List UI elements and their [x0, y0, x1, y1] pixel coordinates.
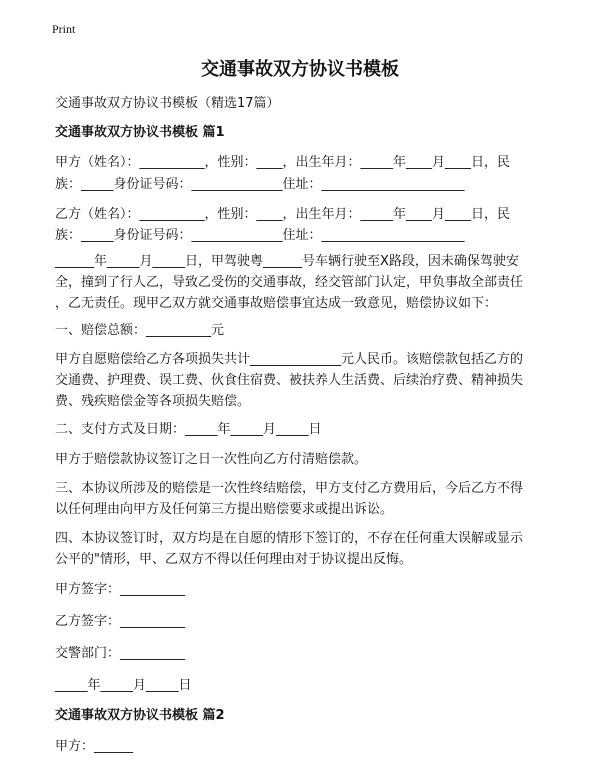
page-title: 交通事故双方协议书模板	[201, 59, 399, 80]
compensation-line-1: 甲方自愿赔偿给乙方各项损失共计______________元人民币。该赔偿款包括乙方的	[55, 352, 524, 367]
signature-party-a: 甲方签字：__________	[55, 582, 186, 597]
accident-line-1: ______年_____月_____日，甲驾驶粤______号车辆行驶至X路段，因未确保驾驶安	[55, 254, 519, 269]
compensation-line-3: 费、残疾赔偿金等各项损失赔偿。	[55, 394, 251, 409]
signature-date: _____年_____月_____日	[55, 678, 192, 693]
section-heading-1: 交通事故双方协议书模板 篇1	[55, 125, 225, 140]
item-4-line-2: 公平的"情形，甲、乙双方不得以任何理由对于协议提出反悔。	[55, 552, 412, 567]
accident-line-3: ，乙无责任。现甲乙双方就交通事故赔偿事宜达成一致意见，赔偿协议如下：	[55, 296, 498, 311]
item-4-line-1: 四、本协议签订时，双方均是在自愿的情形下签订的，不存在任何重大误解或显示	[55, 531, 524, 546]
signature-police: 交警部门：__________	[55, 646, 186, 661]
party-a-line-1: 甲方（姓名）：__________，性别：____，出生年月：_____年____月____日，民	[55, 155, 511, 170]
item-3-line-1: 三、本协议所涉及的赔偿是一次性终结赔偿，甲方支付乙方费用后，今后乙方不得	[55, 481, 524, 496]
section-2-party-a: 甲方：______	[55, 739, 134, 754]
item-3-line-2: 以任何理由向甲方及任何第三方提出赔偿要求或提出诉讼。	[55, 502, 394, 517]
payment-terms: 甲方于赔偿款协议签订之日一次性向乙方付清赔偿款。	[55, 452, 368, 467]
compensation-line-2: 交通费、护理费、误工费、伙食住宿费、被扶养人生活费、后续治疗费、精神损失	[55, 373, 524, 388]
party-a-line-2: 族：_____身份证号码：______________住址：______________________	[55, 177, 465, 192]
section-heading-2: 交通事故双方协议书模板 篇2	[55, 708, 225, 723]
signature-party-b: 乙方签字：__________	[55, 614, 186, 629]
accident-line-2: 全，撞到了行人乙，导致乙受伤的交通事故，经交管部门认定，甲负事故全部责任	[55, 275, 524, 290]
item-1-total: 一、赔偿总额：__________元	[55, 323, 225, 338]
print-link[interactable]: Print	[52, 22, 76, 36]
party-b-line-1: 乙方（姓名）：__________，性别：____，出生年月：_____年____月____日，民	[55, 207, 511, 222]
subtitle: 交通事故双方协议书模板（精选17篇）	[55, 96, 280, 111]
party-b-line-2: 族：_____身份证号码：______________住址：______________________	[55, 228, 465, 243]
item-2-payment-date: 二、支付方式及日期：_____年_____月_____日	[55, 422, 322, 437]
